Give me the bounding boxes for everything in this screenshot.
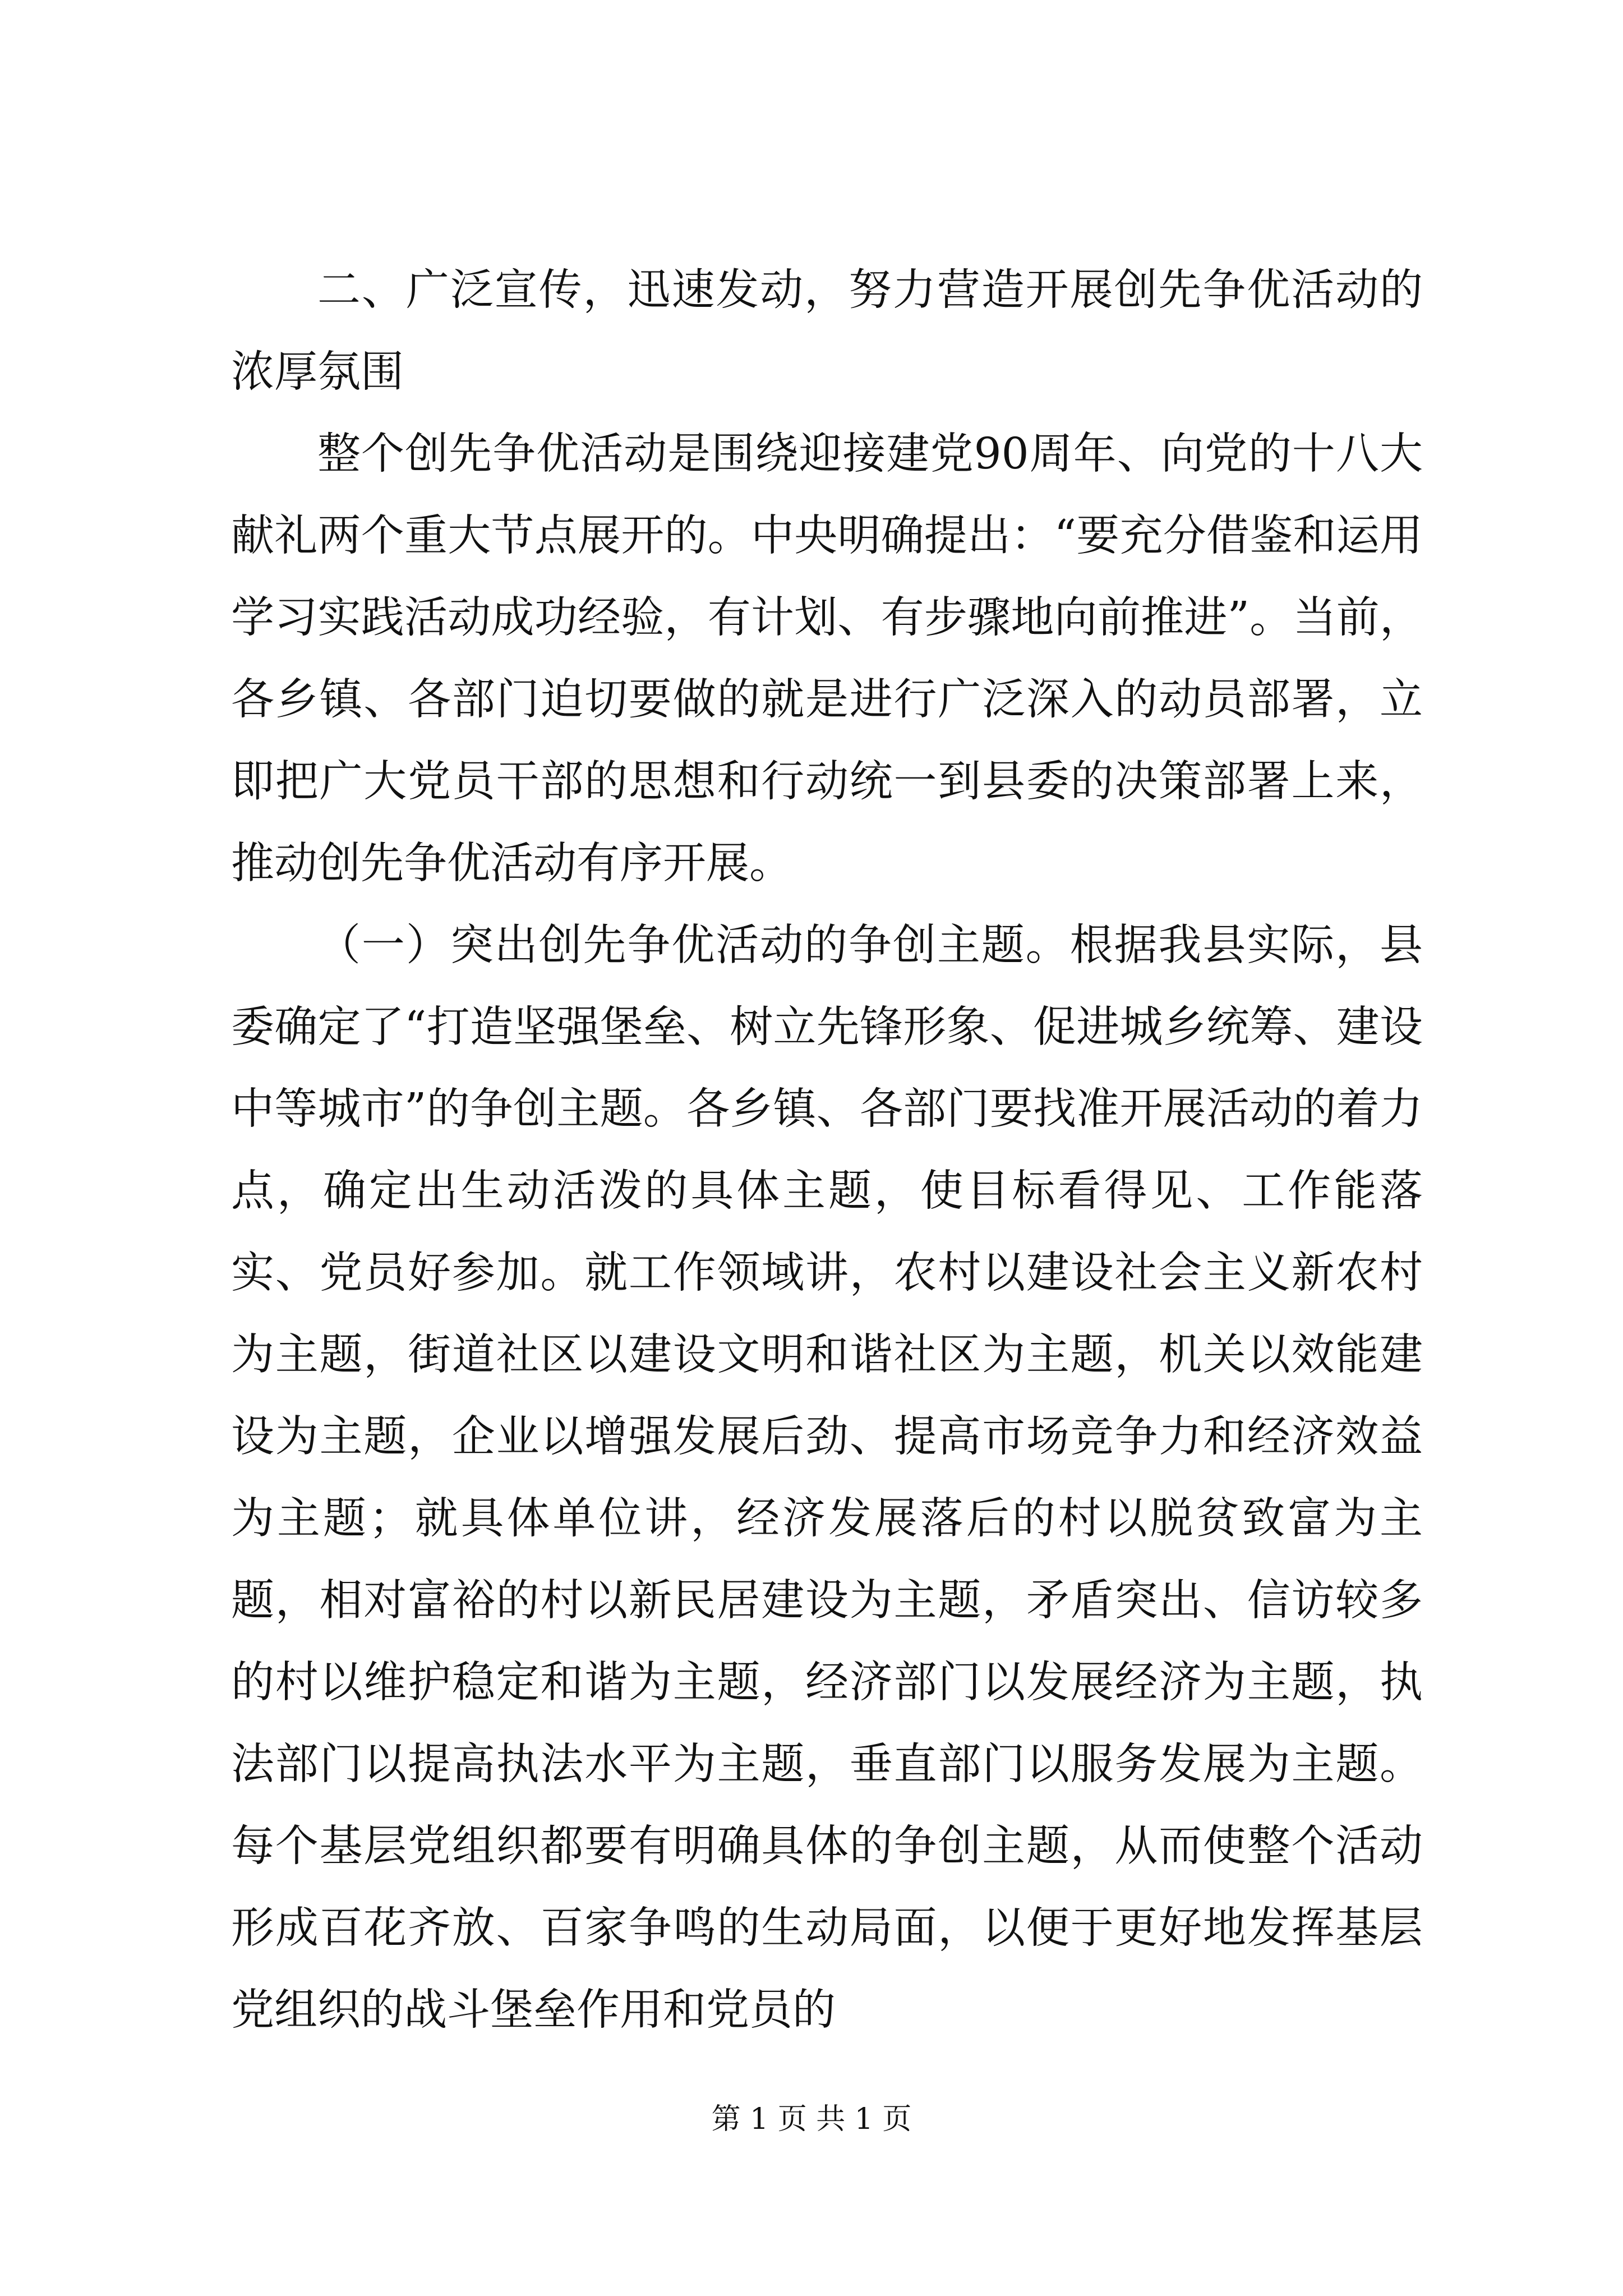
page-footer: 第 1 页 共 1 页	[711, 2102, 912, 2136]
body-paragraph-2: （一）突出创先争优活动的争创主题。根据我县实际，县委确定了“打造坚强堡垒、树立先锋形象、促进城乡统筹、建设中等城市”的争创主题。各乡镇、各部门要找准开展活动的着力点，确定出生动活泼的具体主题，使目标看得见、工作能落实、党员好参加。就工作领域讲，农村以建设社会主义新农村为主题，街道社区以建设文明和谐社区为主题，机关以效能建设为主题，企业以增强发展后劲、提高市场竞争力和经济效益为主题；就具体单位讲，经济发展落后的村以脱贫致富为主题，相对富裕的村以新民居建设为主题，矛盾突出、信访较多的村以维护稳定和谐为主题，经济部门以发展经济为主题，执法部门以提高执法水平为主题，垂直部门以服务发展为主题。每个基层党组织都要有明确具体的争创主题，从而使整个活动形成百花齐放、百家争鸣的生动局面，以便于更好地发挥基层党组织的战斗堡垒作用和党员的	[231, 921, 1423, 2035]
document-body	[231, 250, 1423, 2051]
section-heading: 二、广泛宣传，迅速发动，努力营造开展创先争优活动的浓厚氛围	[231, 265, 1423, 397]
body-paragraph-1: 整个创先争优活动是围绕迎接建党90周年、向党的十八大献礼两个重大节点展开的。中央明确提出：“要充分借鉴和运用学习实践活动成功经验，有计划、有步骤地向前推进”。当前，各乡镇、各部门迫切要做的就是进行广泛深入的动员部署，立即把广大党员干部的思想和行动统一到县委的决策部署上来，推动创先争优活动有序开展。	[231, 429, 1423, 889]
